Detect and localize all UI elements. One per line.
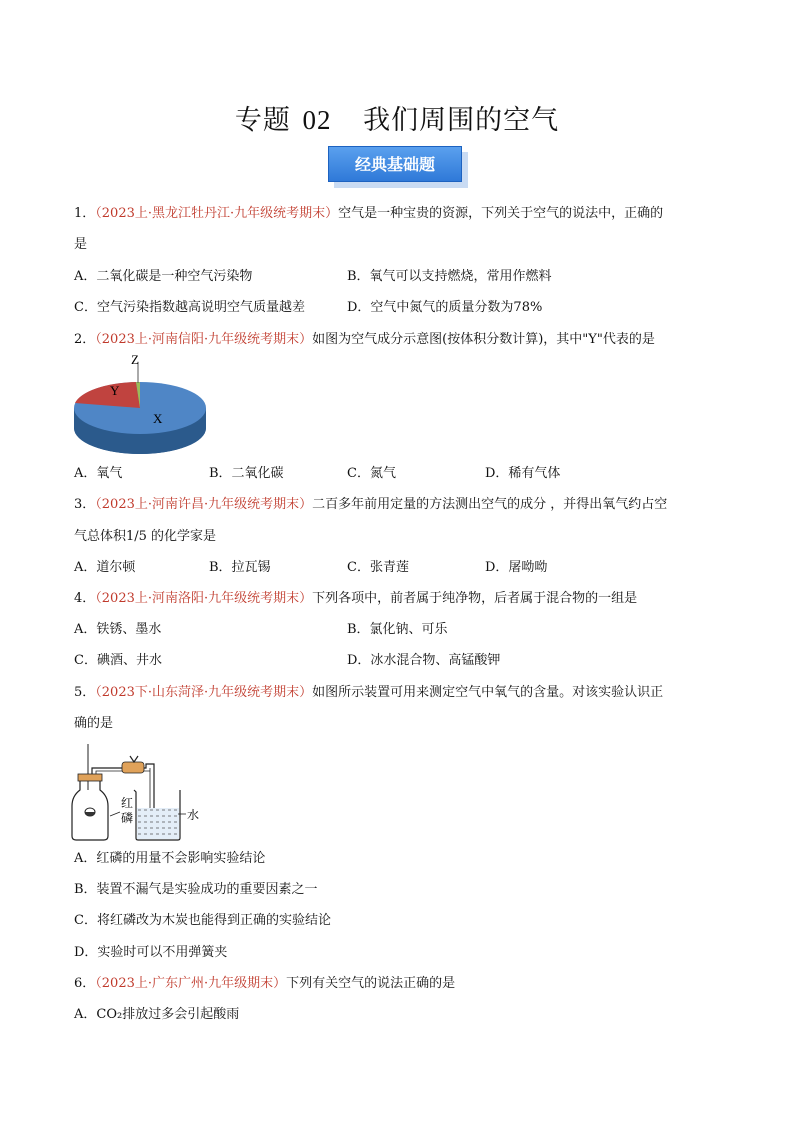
title-main: 我们周围的空气 [363, 105, 560, 136]
label-phosphorus: 磷 [121, 811, 134, 825]
option-c: C．将红磷改为木炭也能得到正确的实验结论 [74, 913, 331, 928]
question-3-stem: 3．（2023上·河南许昌·九年级统考期末）二百多年前用定量的方法测出空气的成分 ，并得出氧气约占空 [74, 497, 668, 512]
flask [72, 780, 108, 840]
air-composition-pie-figure [70, 350, 210, 456]
option-a: A．二氧化碳是一种空气污染物 [74, 269, 253, 284]
option-d: D．稀有气体 [485, 466, 561, 481]
option-c: C．氮气 [347, 466, 396, 481]
question-source: （2023上·广东广州·九年级期末） [95, 976, 287, 991]
option-b: B．拉瓦锡 [209, 560, 271, 575]
question-3-stem-cont: 气总体积1/5 的化学家是 [74, 529, 217, 544]
option-d: D．屠呦呦 [485, 560, 548, 575]
question-1-stem: 1．（2023上·黑龙江牡丹江·九年级统考期末）空气是一种宝贵的资源，下列关于空气的说法中，正确的 [74, 206, 664, 221]
option-d: D．冰水混合物、高锰酸钾 [347, 653, 501, 668]
apparatus-figure [66, 740, 206, 844]
stopper [78, 774, 102, 781]
option-b: B．装置不漏气是实验成功的重要因素之一 [74, 882, 318, 897]
question-2-stem: 2．（2023上·河南信阳·九年级统考期末）如图为空气成分示意图(按体积分数计算)，其中"Y"代表的是 [74, 332, 655, 347]
badge-label: 经典基础题 [328, 146, 462, 182]
question-5-stem-cont: 确的是 [74, 716, 114, 731]
question-1-stem-cont: 是 [74, 237, 88, 252]
option-a: A．红磷的用量不会影响实验结论 [74, 851, 266, 866]
page-title [0, 98, 794, 137]
option-b: B．二氧化碳 [209, 466, 284, 481]
label-y: Y [110, 383, 120, 398]
question-source: （2023上·河南信阳·九年级统考期末） [95, 332, 313, 347]
option-c: C．空气污染指数越高说明空气质量越差 [74, 300, 305, 315]
rubber-tube [122, 762, 144, 773]
spring-clip [130, 756, 138, 762]
question-4-stem: 4．（2023上·河南洛阳·九年级统考期末）下列各项中，前者属于纯净物，后者属于混合物的一组是 [74, 591, 638, 606]
option-c: C．碘酒、井水 [74, 653, 162, 668]
option-c: C．张青莲 [347, 560, 409, 575]
label-z: Z [131, 352, 139, 367]
option-b: B．氧气可以支持燃烧，常用作燃料 [347, 269, 552, 284]
option-a: A．道尔顿 [74, 560, 136, 575]
question-source: （2023上·河南洛阳·九年级统考期末） [95, 591, 313, 606]
label-water: 水 [187, 808, 200, 822]
option-b: B．氯化钠、可乐 [347, 622, 448, 637]
option-a: A．CO₂排放过多会引起酸雨 [74, 1007, 240, 1022]
option-d: D．空气中氮气的质量分数为78% [347, 300, 543, 315]
option-a: A．氧气 [74, 466, 123, 481]
section-badge [328, 146, 470, 188]
question-source: （2023上·黑龙江牡丹江·九年级统考期末） [95, 206, 339, 221]
label-red: 红 [121, 796, 134, 810]
label-x: X [153, 411, 163, 426]
title-prefix: 专题 [234, 105, 291, 136]
title-number: 02 [302, 105, 332, 135]
option-a: A．铁锈、墨水 [74, 622, 162, 637]
question-source: （2023上·河南许昌·九年级统考期末） [95, 497, 313, 512]
question-5-stem: 5．（2023下·山东菏泽·九年级统考期末）如图所示装置可用来测定空气中氧气的含量。对该实验认识正 [74, 685, 664, 700]
question-6-stem: 6．（2023上·广东广州·九年级期末）下列有关空气的说法正确的是 [74, 976, 456, 991]
option-d: D．实验时可以不用弹簧夹 [74, 945, 228, 960]
question-source: （2023下·山东菏泽·九年级统考期末） [95, 685, 313, 700]
